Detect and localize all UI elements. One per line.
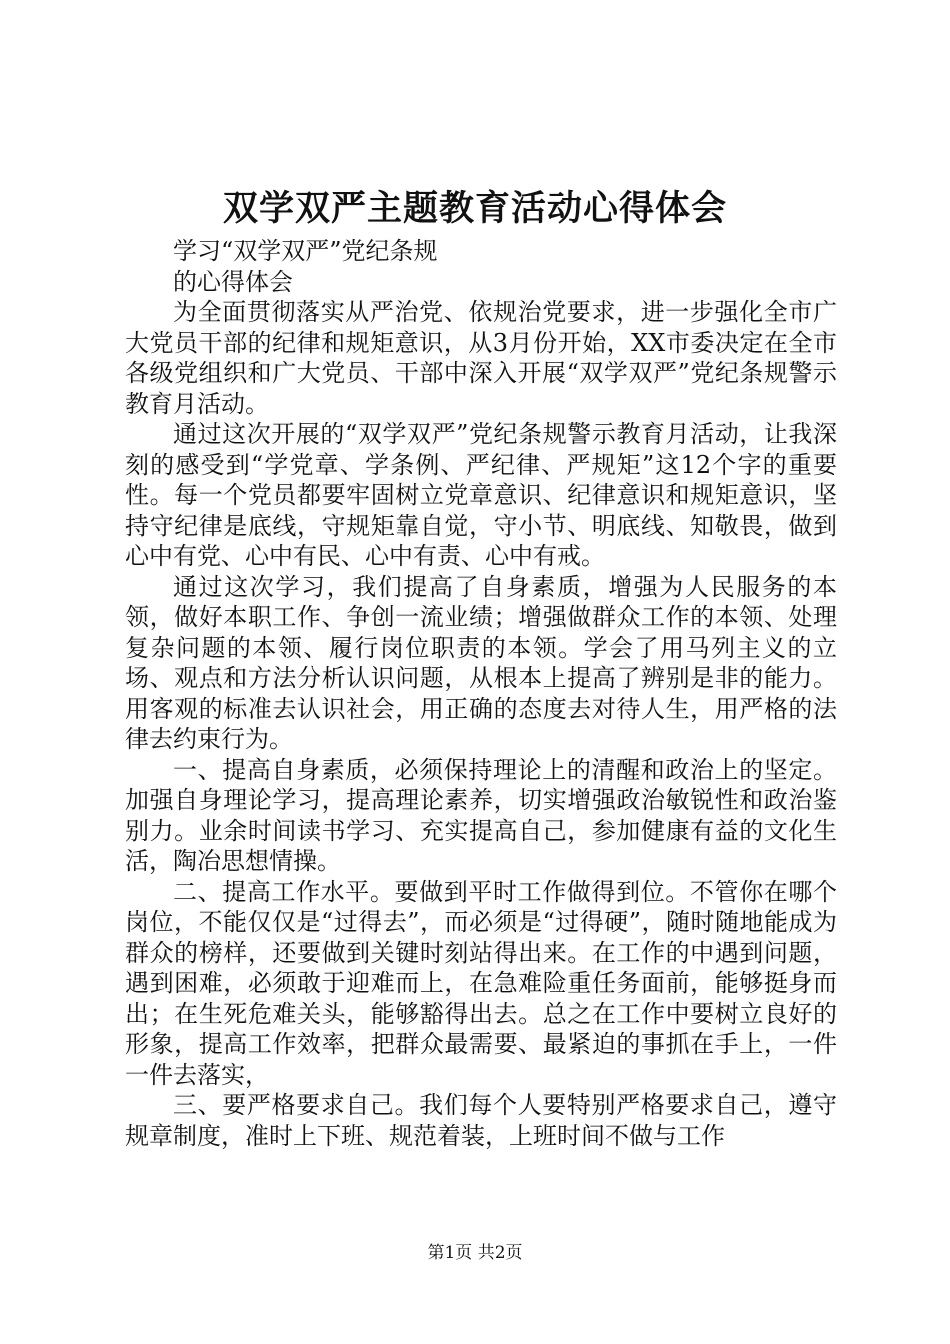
paragraph-2: 通过这次开展的“双学双严”党纪条规警示教育月活动，让我深刻的感受到“学党章、学条例、严纪律、严规矩”这12个字的重要性。每一个党员都要牢固树立党章意识、纪律意识和规矩意识，坚持守纪律是底线，守规矩靠自觉，守小节、明底线、知敬畏，做到心中有党、心中有民、心中有责、心中有戒。 xyxy=(125,420,837,570)
paragraph-5: 二、提高工作水平。要做到平时工作做得到位。不管你在哪个岗位，不能仅仅是“过得去”，而必须是“过得硬”，随时随地能成为群众的榜样，还要做到关键时刻站得出来。在工作的中遇到问题，遇到困难，必须敢于迎难而上，在急难险重任务面前，能够挺身而出；在生死危难关头，能够豁得出去。总之在工作中要树立良好的形象，提高工作效率，把群众最需要、最紧迫的事抓在手上，一件一件去落实， xyxy=(125,877,837,1089)
paragraph-6: 三、要严格要求自己。我们每个人要特别严格要求自己，遵守规章制度，准时上下班、规范着装，上班时间不做与工作 xyxy=(125,1091,837,1150)
paragraph-4: 一、提高自身素质，必须保持理论上的清醒和政治上的坚定。加强自身理论学习，提高理论素养，切实增强政治敏锐性和政治鉴别力。业余时间读书学习、充实提高自己，参加健康有益的文化生活，陶冶思想情操。 xyxy=(125,755,837,875)
paragraph-3: 通过这次学习，我们提高了自身素质，增强为人民服务的本领，做好本职工作、争创一流业绩；增强做群众工作的本领、处理复杂问题的本领、履行岗位职责的本领。学会了用马列主义的立场、观点和方法分析认识问题，从根本上提高了辨别是非的能力。用客观的标准去认识社会，用正确的态度去对待人生，用严格的法律去约束行为。 xyxy=(125,572,837,753)
subtitle-line-1: 学习“双学双严”党纪条规 xyxy=(173,237,438,265)
page-number-footer: 第1页 共2页 xyxy=(427,1243,523,1263)
subtitle-line-2: 的心得体会 xyxy=(173,267,293,296)
document-title: 双学双严主题教育活动心得体会 xyxy=(222,188,727,229)
paragraph-1: 为全面贯彻落实从严治党、依规治党要求，进一步强化全市广大党员干部的纪律和规矩意识，从3月份开始，XX市委决定在全市各级党组织和广大党员、干部中深入开展“双学双严”党纪条规警示教育月活动。 xyxy=(125,298,837,418)
document-body xyxy=(125,236,837,1151)
